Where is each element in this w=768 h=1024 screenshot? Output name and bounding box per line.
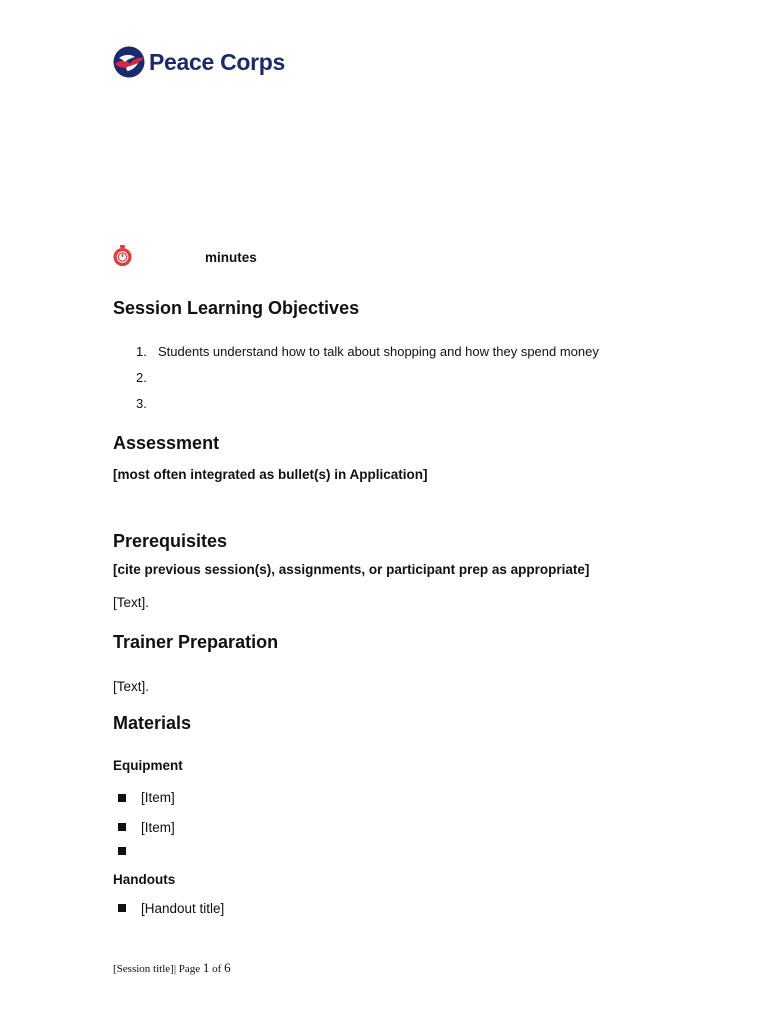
list-item-number: 3. — [136, 396, 147, 411]
list-item-number: 2. — [136, 370, 147, 385]
footer-separator: | Page — [173, 963, 203, 975]
assessment-note: [most often integrated as bullet(s) in Application] — [113, 467, 428, 482]
list-item — [136, 370, 599, 396]
logo-text: Peace Corps — [149, 48, 286, 75]
footer-page-total: 6 — [224, 960, 231, 975]
list-item — [136, 344, 599, 370]
assessment-heading: Assessment — [113, 433, 220, 453]
stopwatch-icon — [113, 245, 132, 267]
list-item — [136, 396, 599, 422]
objectives-list — [136, 344, 599, 422]
bullet-square-icon — [118, 904, 126, 912]
list-item — [118, 842, 175, 860]
list-item-text: [Handout title] — [141, 900, 225, 916]
objectives-heading: Session Learning Objectives — [113, 298, 360, 318]
list-item-text: [Item] — [141, 819, 175, 835]
prerequisites-heading: Prerequisites — [113, 531, 228, 551]
handouts-list — [118, 898, 224, 918]
list-item-text: Students understand how to talk about shopping and how they spend money — [158, 344, 599, 359]
footer-page-current: 1 — [202, 960, 210, 975]
list-item — [118, 898, 224, 918]
peace-corps-dove-icon — [113, 45, 145, 79]
list-item-number: 1. — [136, 344, 147, 359]
list-item-text: [Item] — [141, 790, 175, 805]
bullet-square-icon — [118, 823, 126, 831]
page-footer — [113, 960, 231, 976]
handouts-label: Handouts — [113, 872, 176, 887]
equipment-label: Equipment — [113, 758, 183, 773]
bullet-square-icon — [118, 847, 126, 855]
trainer-preparation-text: [Text]. — [113, 679, 150, 694]
footer-of-label: of — [209, 963, 225, 975]
materials-heading: Materials — [113, 713, 192, 733]
list-item — [118, 812, 175, 842]
minutes-label: minutes — [205, 250, 257, 265]
trainer-preparation-heading: Trainer Preparation — [113, 632, 279, 652]
session-duration — [113, 245, 257, 267]
bullet-square-icon — [118, 794, 126, 802]
equipment-list — [118, 783, 175, 860]
prerequisites-text: [Text]. — [113, 595, 150, 610]
footer-session-title: [Session title] — [113, 963, 174, 975]
peace-corps-logo — [113, 45, 285, 79]
list-item — [118, 783, 175, 812]
prerequisites-note: [cite previous session(s), assignments, or participant prep as appropriate] — [113, 562, 590, 577]
